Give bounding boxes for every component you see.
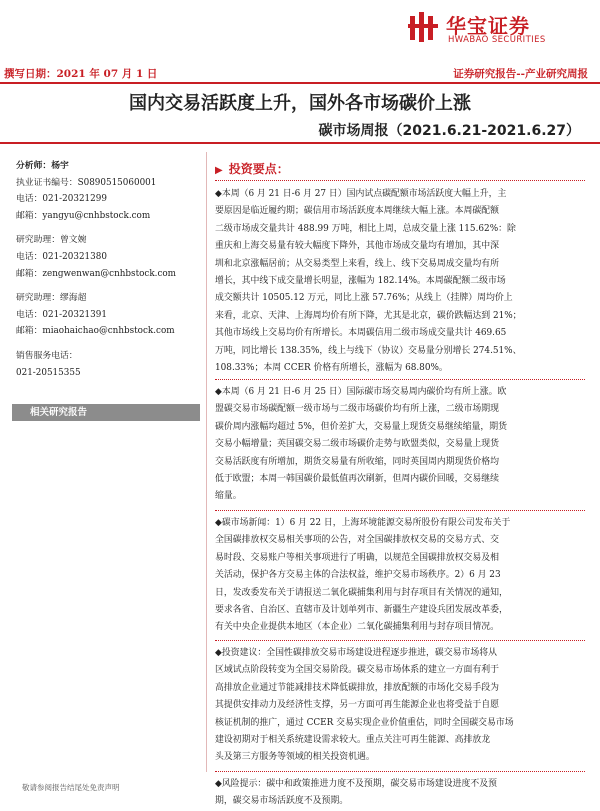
paragraph-market-news <box>215 515 587 637</box>
brand-name-cn: 华宝证券 <box>446 14 530 38</box>
paragraph-line: 增长，其中线下成交量增长明显，涨幅为 182.14%。本周碳配额二级市场 <box>215 276 506 287</box>
brand-logo <box>406 8 586 48</box>
assistant-email[interactable]: 邮箱：miaohaichao@cnhbstock.com <box>16 326 175 337</box>
paragraph-line: 头及第三方服务等领域的相关投资机遇。 <box>215 752 375 763</box>
analyst-phone: 电话：021-20321299 <box>16 194 107 205</box>
triangle-bullet-icon: ▶ <box>215 165 223 176</box>
paragraph-line: 缩量。 <box>215 491 242 502</box>
paragraph-line: 高排放企业通过节能减排技术降低碳排放，排放配额的市场化交易手段为 <box>215 682 499 693</box>
paragraph-line: ◆风险提示：碳中和政策推进力度不及预期，碳交易市场建设进度不及预 <box>215 779 497 789</box>
section-divider <box>215 510 585 511</box>
paragraph-international-market <box>215 384 587 506</box>
paragraph-line: 二级市场成交量共计 488.99 万吨，相比上周，总成交量上涨 115.62%：除 <box>215 223 516 234</box>
paragraph-line: 交易小幅增量；英国碳交易二级市场碳价走势与欧盟类似，交易量上现货 <box>215 439 499 450</box>
investment-points-title <box>215 160 289 177</box>
paragraph-line: 盟碳交易市场碳配额一级市场与二级市场碳价均有所上涨，二级市场期现 <box>215 404 499 415</box>
disclaimer-footer: 敬请参阅报告结尾处免责声明 <box>22 783 120 792</box>
page-title: 国内交易活跃度上升，国外各市场碳价上涨 <box>129 93 471 114</box>
analyst-name: 分析师：杨宇 <box>16 161 69 171</box>
paragraph-line: 有关中央企业提供本地区（本企业）二氧化碳捕集利用与封存项目情况。 <box>215 622 499 633</box>
paragraph-risk-warning <box>215 776 587 811</box>
paragraph-line: 易时段、交易账户等相关事项进行了明确，以规范全国碳排放权交易及相 <box>215 552 499 563</box>
assistant-block <box>16 290 200 340</box>
paragraph-line: 圳和北京涨幅居前；从交易类型上来看，线上、线下交易周成交量均有所 <box>215 258 499 269</box>
paragraph-domestic-market <box>215 186 587 377</box>
brand-name-en: HWABAO SECURITIES <box>448 35 546 45</box>
page-subtitle: 碳市场周报（2021.6.21-2021.6.27） <box>318 123 580 139</box>
paragraph-line: ◆投资建议：全国性碳排放交易市场建设进程逐步推进，碳交易市场将从 <box>215 648 497 658</box>
paragraph-line: 要原因是临近履约期；碳信用市场活跃度本周继续大幅上涨。本周碳配额 <box>215 206 499 217</box>
investment-points-label: 投资要点： <box>228 162 289 176</box>
paragraph-line: 重庆和上海交易量有较大幅度下降外，其他市场成交量均有增加，其中深 <box>215 241 499 252</box>
paragraph-line: 碳价周内涨幅均超过 5%，但价差扩大，交易量上现货交易继续缩量，期货 <box>215 421 508 432</box>
section-divider <box>215 640 585 641</box>
paragraph-line: 其提供安排动力及经济性支撑，另一方面可再生能源企业也将受益于自愿 <box>215 700 499 711</box>
paragraph-investment-advice <box>215 645 587 767</box>
assistant-phone: 电话：021-20321380 <box>16 251 107 262</box>
assistant-email[interactable]: 邮箱：zengwenwan@cnhbstock.com <box>16 268 177 279</box>
paragraph-line: 全国碳排放权交易相关事项的公告，对全国碳排放权交易的交易方式、交 <box>215 535 499 546</box>
paragraph-line: 建设初期对于相关系统建设需求较大。重点关注可再生能源、高排放龙 <box>215 735 491 746</box>
assistant-name: 研究助理：缪海超 <box>16 293 87 304</box>
paragraph-line: 108.33%；本周 CCER 价格有所增长，涨幅为 68.80%。 <box>215 363 448 374</box>
paragraph-line: 要求各省、自治区、直辖市及计划单列市、新疆生产建设兵团发展改革委， <box>215 605 508 616</box>
sales-block <box>16 348 200 381</box>
paragraph-line: ◆碳市场新闻：1）6 月 22 日，上海环境能源交易所股份有限公司发布关于 <box>215 518 511 528</box>
paragraph-line: 期，碳交易市场活跃度不及预期。 <box>215 796 349 807</box>
paragraph-line: 低于欧盟；本周一韩国碳价最低值再次刷新，但周内碳价回暖，交易继续 <box>215 474 499 485</box>
sales-label: 销售服务电话： <box>16 350 78 361</box>
header-divider <box>0 82 600 84</box>
paragraph-line: 关活动，保护各方交易主体的合法权益，维护交易市场秩序。2）6 月 23 <box>215 570 501 581</box>
column-divider <box>206 152 207 772</box>
section-divider <box>215 771 585 772</box>
assistant-name: 研究助理：曾文婉 <box>16 235 87 246</box>
paragraph-line: 其他市场线上交易均价有所增长。本周碳信用二级市场成交量共计 469.65 <box>215 328 507 339</box>
section-divider <box>215 180 585 181</box>
paragraph-line: ◆本周（6 月 21 日-6 月 27 日）国内试点碳配额市场活跃度大幅上升，主 <box>215 189 507 199</box>
sales-phone: 021-20515355 <box>16 367 81 378</box>
hwabao-logo-icon <box>406 10 440 44</box>
paragraph-line: 区域试点阶段转变为全国交易阶段。碳交易市场体系的建立一方面有利于 <box>215 665 499 676</box>
paragraph-line: 来看，北京、天津、上海周均价有所下降，尤其是北京，碳价跌幅达到 21%； <box>215 310 522 321</box>
title-divider <box>0 142 600 144</box>
analyst-block <box>16 158 200 224</box>
related-reports-header: 相关研究报告 <box>12 404 200 421</box>
analyst-license: 执业证书编号：S0890515060001 <box>16 177 157 188</box>
analyst-email[interactable]: 邮箱：yangyu@cnhbstock.com <box>16 210 151 221</box>
paragraph-line: 日，发改委发布关于请报送二氧化碳捕集利用与封存项目有关情况的通知， <box>215 587 508 598</box>
report-type: 证券研究报告--产业研究周报 <box>453 68 588 80</box>
report-date: 撰写日期：2021 年 07 月 1 日 <box>4 68 158 80</box>
paragraph-line: 成交额共计 10505.12 万元，同比上涨 57.76%；从线上（挂牌）周均价上 <box>215 293 513 304</box>
paragraph-line: 万吨，同比增长 138.35%，线上与线下（协议）交易量分别增长 274.51%、 <box>215 345 522 356</box>
analyst-sidebar <box>16 158 200 389</box>
section-divider <box>215 379 585 380</box>
paragraph-line: 交易活跃度有所增加，期货交易量有所收缩，同时英国周内期现货价格均 <box>215 456 499 467</box>
paragraph-line: ◆本周（6 月 21 日-6 月 25 日）国际碳市场交易周内碳价均有所上涨。欧 <box>215 387 507 397</box>
assistant-block <box>16 232 200 282</box>
paragraph-line: 核证机制的推广，通过 CCER 交易实现企业价值重估，同时全国碳交易市场 <box>215 717 514 728</box>
assistant-phone: 电话：021-20321391 <box>16 309 107 320</box>
